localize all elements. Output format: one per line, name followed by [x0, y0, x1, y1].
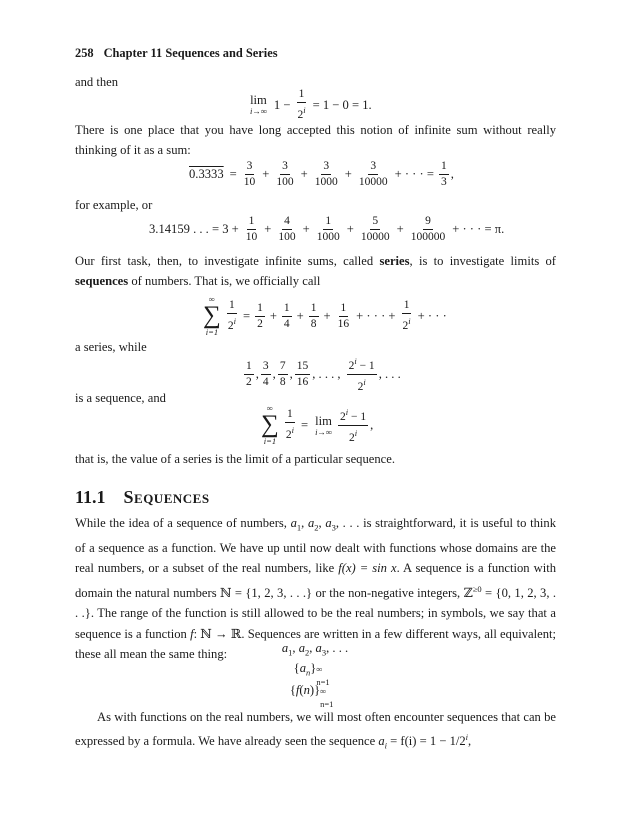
eq5-general-term: $\frac{2^i - 1}{2^i}$	[348, 356, 375, 393]
term-series: series	[379, 254, 410, 268]
equation-repeating-decimal: 0.3333 = $\frac{3}{10}$ + $\frac{3}{100}$ + $\frac{3}{1000}$ + $\frac{3}{10000}$ + · · · = $\frac{1}{3}$ ,	[186, 160, 454, 189]
eq2-fraction-3: $\frac{3}{1000}$	[314, 160, 338, 188]
paragraph-is-a-sequence: is a sequence, and	[75, 391, 166, 405]
eq3-lhs: 3.14159 . . . = 3 +	[149, 222, 239, 237]
paragraph-a-series-while: a series, while	[75, 340, 147, 354]
paragraph-series-definition: Our first task, then, to investigate infinite sums, called series, is to investigate limits of sequences of numbers. That is, we officially call	[75, 254, 556, 289]
eq3-fraction-3: $\frac{1}{1000}$	[316, 215, 340, 243]
paragraph-for-example: for example, or	[75, 198, 153, 212]
equation-sequence-list: $\frac{1}{2}$ , $\frac{3}{4}$ , $\frac{7}{8}$ , $\frac{15}{16}$ , . . . , $\frac{2^i - 1}{2^i}$ , . . .	[246, 356, 401, 393]
chapter-title: Chapter 11 Sequences and Series	[103, 46, 278, 60]
eq2-lhs: 0.3333	[189, 167, 224, 182]
eq2-fraction-4: $\frac{3}{10000}$	[358, 160, 388, 188]
eq6-fraction: $\frac{2^i - 1}{2^i}$	[339, 406, 367, 444]
eq4-fraction-4: $\frac{1}{16}$	[337, 301, 350, 330]
notation-line-2: $\{a_n\}$ ∞ n=1	[293, 661, 330, 687]
summation-symbol: ∞ ∑ i=1	[203, 294, 221, 337]
term-sequences: sequences	[75, 274, 129, 289]
eq3-fraction-2: $\frac{4}{100}$	[278, 215, 296, 243]
section-heading	[75, 488, 210, 506]
eq4-tail: + · · ·	[417, 308, 447, 323]
eq4-summand: $\frac{1}{2^i}$	[227, 299, 236, 332]
eq4-general-term: $\frac{1}{2^i}$	[402, 299, 411, 332]
eq1-fraction: $\frac{1}{2^i}$	[297, 88, 306, 121]
section-number: 11.1	[75, 487, 106, 507]
paragraph-formula-sequences: As with functions on the real numbers, we will most often encounter sequences that can be expressed by a formula. We have already seen the sequence $a_i = f(i) = 1 - 1/2^i$,	[75, 710, 556, 752]
eq5-term-1: $\frac{1}{2}$	[246, 359, 252, 388]
eq3-tail: + · · · = π.	[452, 222, 505, 237]
equation-sum-equals-limit: ∞ ∑ i=1 $\frac{1}{2^i}$ = lim i→∞ $\frac{2^i - 1}{2^i}$ ,	[261, 403, 374, 446]
eq1-one-minus: 1 −	[273, 97, 291, 112]
eq2-result: $\frac{1}{3}$	[440, 160, 447, 188]
limit-operator: lim i→∞	[250, 93, 267, 117]
eq2-tail: + · · · =	[394, 167, 434, 182]
notation-line-3: {f(n)} ∞ n=1	[289, 683, 334, 709]
eq3-fraction-1: $\frac{1}{10}$	[245, 215, 258, 243]
equation-limit	[246, 88, 375, 122]
eq5-end: , . . .	[378, 367, 401, 382]
limit-operator-2: lim i→∞	[315, 413, 332, 437]
summation-symbol-2: ∞ ∑ i=1	[261, 403, 279, 446]
eq1-result: = 1 − 0 = 1.	[312, 97, 372, 112]
eq4-fraction-3: $\frac{1}{8}$	[310, 301, 317, 330]
eq5-term-2: $\frac{3}{4}$	[262, 359, 269, 388]
eq4-fraction-2: $\frac{1}{4}$	[283, 301, 290, 330]
eq3-fraction-5: $\frac{9}{100000}$	[410, 215, 446, 243]
eq5-term-4: $\frac{15}{16}$	[296, 359, 309, 388]
eq2-fraction-2: $\frac{3}{100}$	[276, 160, 294, 188]
paragraph-sequence-as-function: While the idea of a sequence of numbers, $a_1$, $a_2$, $a_3$, . . . is straightforward, it is useful to think of a sequence as a function. We have up until now dealt with functions whose domains are the real numbers, or a subset of the real numbers, like f(x) = sin x. A sequence is a function with domain the natural numbers ℕ = {1, 2, 3, . . .} or the non-negative integers, ℤ$^{\ge 0}$ = {0, 1, 2, 3, . . .}. The range of the function is still allowed to be the real numbers; in symbols, we say that a sequence is a function f: ℕ → ℝ. Sequences are written in a few different ways, all equivalent; these all mean the same thing:	[75, 516, 557, 662]
paragraph-and-then: and then	[75, 75, 119, 89]
eq5-term-3: $\frac{7}{8}$	[279, 359, 286, 388]
eq4-ellipsis: + · · · +	[356, 308, 396, 323]
paragraph-value-of-series: that is, the value of a series is the limit of a particular sequence.	[75, 452, 395, 466]
eq4-fraction-1: $\frac{1}{2}$	[257, 301, 263, 330]
eq5-dots: , . . . ,	[312, 367, 341, 382]
running-header	[75, 47, 278, 59]
eq3-fraction-4: $\frac{5}{10000}$	[360, 215, 390, 243]
section-title: Sequences	[123, 487, 210, 507]
eq2-fraction-1: $\frac{3}{10}$	[243, 160, 256, 188]
notation-line-1: $a_1$, $a_2$, $a_3$, . . .	[281, 641, 349, 658]
eq2-equals: =	[229, 167, 237, 182]
equation-pi-expansion: 3.14159 . . . = 3 + $\frac{1}{10}$ + $\frac{4}{100}$ + $\frac{1}{1000}$ + $\frac{5}{10000}$ + $\frac{9}{100000}$ + · · · = π.	[146, 215, 507, 244]
page-number: 258	[75, 46, 94, 60]
paragraph-infinite-sum-intro: There is one place that you have long accepted this notion of infinite sum without really thinking of it as a sum:	[75, 123, 556, 158]
eq6-summand: $\frac{1}{2^i}$	[285, 408, 294, 441]
equation-series-sum: ∞ ∑ i=1 $\frac{1}{2^i}$ = $\frac{1}{2}$ + $\frac{1}{4}$ + $\frac{1}{8}$ + $\frac{1}{16}$ + · · · + $\frac{1}{2^i}$ + · · ·	[200, 295, 450, 337]
